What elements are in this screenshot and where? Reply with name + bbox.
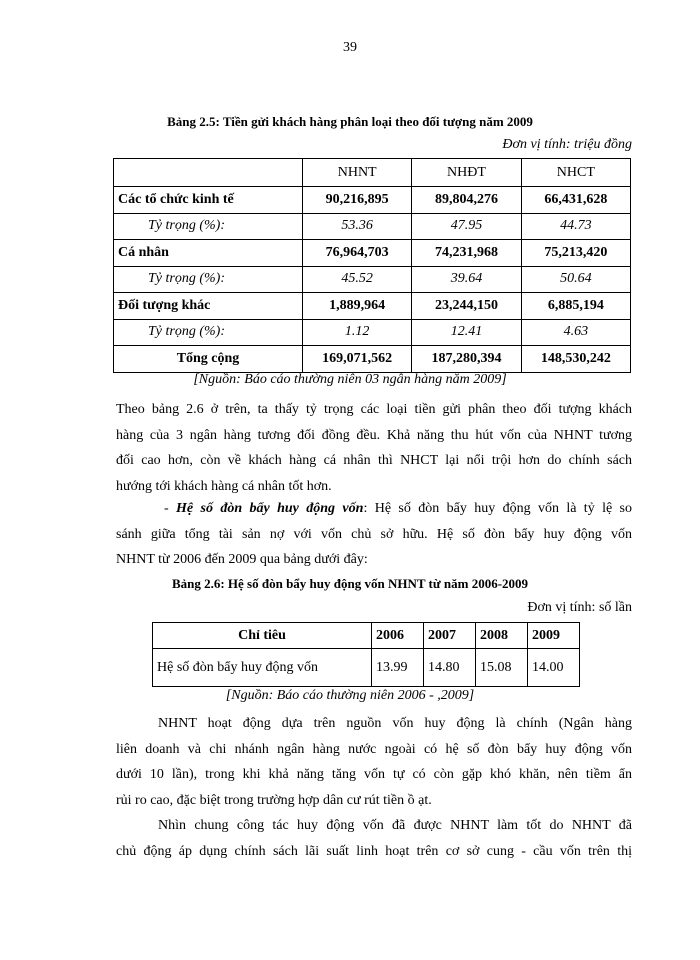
header-cell: 2008 <box>476 623 528 649</box>
table-row <box>114 266 631 293</box>
header-cell: NHCT <box>521 159 630 187</box>
header-cell: Chỉ tiêu <box>153 623 372 649</box>
row-label: Cá nhân <box>114 240 303 267</box>
table-cell: 53.36 <box>303 213 412 240</box>
term-leverage: Hệ số đòn bẩy huy động vốn <box>176 501 364 516</box>
row-label: Các tổ chức kinh tế <box>114 187 303 214</box>
header-cell: 2007 <box>424 623 476 649</box>
table-cell: 50.64 <box>521 266 630 293</box>
table-cell: 148,530,242 <box>521 346 630 373</box>
table-cell: 39.64 <box>412 266 521 293</box>
dash: - <box>164 501 177 516</box>
row-label: Đối tượng khác <box>114 293 303 320</box>
table-row <box>153 649 580 687</box>
text-rest: : Hệ số đòn bẩy huy động vốn là tỷ lệ so <box>363 501 633 516</box>
text-line: NHNT từ 2006 đến 2009 qua bảng dưới đây: <box>116 552 368 567</box>
text-line: Nhìn chung công tác huy động vốn đã được NHNT làm tốt do NHNT đã <box>158 818 632 833</box>
table-row <box>114 293 631 320</box>
row-label: Hệ số đòn bẩy huy động vốn <box>153 649 372 687</box>
table-cell: 14.80 <box>424 649 476 687</box>
table-header-row <box>114 159 631 187</box>
table-row <box>114 187 631 214</box>
text-line: chủ động áp dụng chính sách lãi suất linh hoạt trên cơ sở cung - cầu vốn trên thị <box>116 843 632 859</box>
table2-unit: Đơn vị tính: số lần <box>527 600 632 615</box>
header-cell: 2006 <box>372 623 424 649</box>
row-label: Tỷ trọng (%): <box>114 319 303 346</box>
header-cell: NHĐT <box>412 159 521 187</box>
row-label: Tổng cộng <box>114 346 303 373</box>
leverage-table <box>152 622 580 687</box>
header-cell: 2009 <box>528 623 580 649</box>
text-line: đối cao hơn, còn về khách hàng cá nhân thì NHCT lại nổi trội hơn do chính sách <box>116 453 632 468</box>
row-label: Tỷ trọng (%): <box>114 266 303 293</box>
table-cell: 12.41 <box>412 319 521 346</box>
header-cell <box>114 159 303 187</box>
text-line: dưới 10 lần), trong khi khả năng tăng vốn tự có còn gặp khó khăn, nên tiềm ẩn <box>116 767 632 782</box>
table-row <box>114 213 631 240</box>
text-line <box>116 496 632 522</box>
table-cell: 23,244,150 <box>412 293 521 320</box>
table-cell: 89,804,276 <box>412 187 521 214</box>
paragraph-2 <box>116 496 632 573</box>
paragraph-1 <box>116 397 632 499</box>
paragraph-3 <box>116 711 632 813</box>
table-cell: 90,216,895 <box>303 187 412 214</box>
table-header-row <box>153 623 580 649</box>
page-number: 39 <box>343 40 357 55</box>
text-line: rủi ro cao, đặc biệt trong trường hợp dân cư rút tiền ồ ạt. <box>116 792 432 808</box>
table-cell: 15.08 <box>476 649 528 687</box>
table2-caption: Bảng 2.6: Hệ số đòn bẩy huy động vốn NHNT từ năm 2006-2009 <box>171 576 529 591</box>
table-row <box>114 240 631 267</box>
table-cell: 13.99 <box>372 649 424 687</box>
row-label: Tỷ trọng (%): <box>114 213 303 240</box>
table1-caption: Bảng 2.5: Tiền gửi khách hàng phân loại theo đối tượng năm 2009 <box>167 114 533 129</box>
table1-unit: Đơn vị tính: triệu đồng <box>502 137 632 152</box>
table-cell: 187,280,394 <box>412 346 521 373</box>
table-cell: 169,071,562 <box>303 346 412 373</box>
text-line: hướng tới khách hàng cá nhân tốt hơn. <box>116 478 332 494</box>
paragraph-4 <box>116 813 632 864</box>
text-line: Theo bảng 2.6 ở trên, ta thấy tỷ trọng các loại tiền gửi phân theo đối tượng khách <box>116 402 632 417</box>
table-row <box>114 319 631 346</box>
text-line: hàng của 3 ngân hàng tương đối đồng đều. Khả năng thu hút vốn của NHNT tương <box>116 427 632 443</box>
table-cell: 74,231,968 <box>412 240 521 267</box>
table-total-row <box>114 346 631 373</box>
table-cell: 6,885,194 <box>521 293 630 320</box>
table-cell: 14.00 <box>528 649 580 687</box>
text-line: liên doanh và chi nhánh ngân hàng nước ngoài có hệ số đòn bẩy huy động vốn <box>116 741 632 757</box>
text-line: NHNT hoạt động dựa trên nguồn vốn huy động là chính (Ngân hàng <box>158 716 632 731</box>
table-cell: 1.12 <box>303 319 412 346</box>
header-cell: NHNT <box>303 159 412 187</box>
table-cell: 75,213,420 <box>521 240 630 267</box>
table-cell: 47.95 <box>412 213 521 240</box>
text-line: sánh giữa tổng tài sản nợ với vốn chủ sở hữu. Hệ số đòn bẩy huy động vốn <box>116 526 632 542</box>
table1-source: [Nguồn: Báo cáo thường niên 03 ngân hàng năm 2009] <box>193 372 507 387</box>
table-cell: 4.63 <box>521 319 630 346</box>
table-cell: 76,964,703 <box>303 240 412 267</box>
table-cell: 1,889,964 <box>303 293 412 320</box>
table-cell: 45.52 <box>303 266 412 293</box>
table2-source: [Nguồn: Báo cáo thường niên 2006 - ,2009] <box>225 688 475 703</box>
table-cell: 66,431,628 <box>521 187 630 214</box>
deposit-table <box>113 158 631 373</box>
table-cell: 44.73 <box>521 213 630 240</box>
